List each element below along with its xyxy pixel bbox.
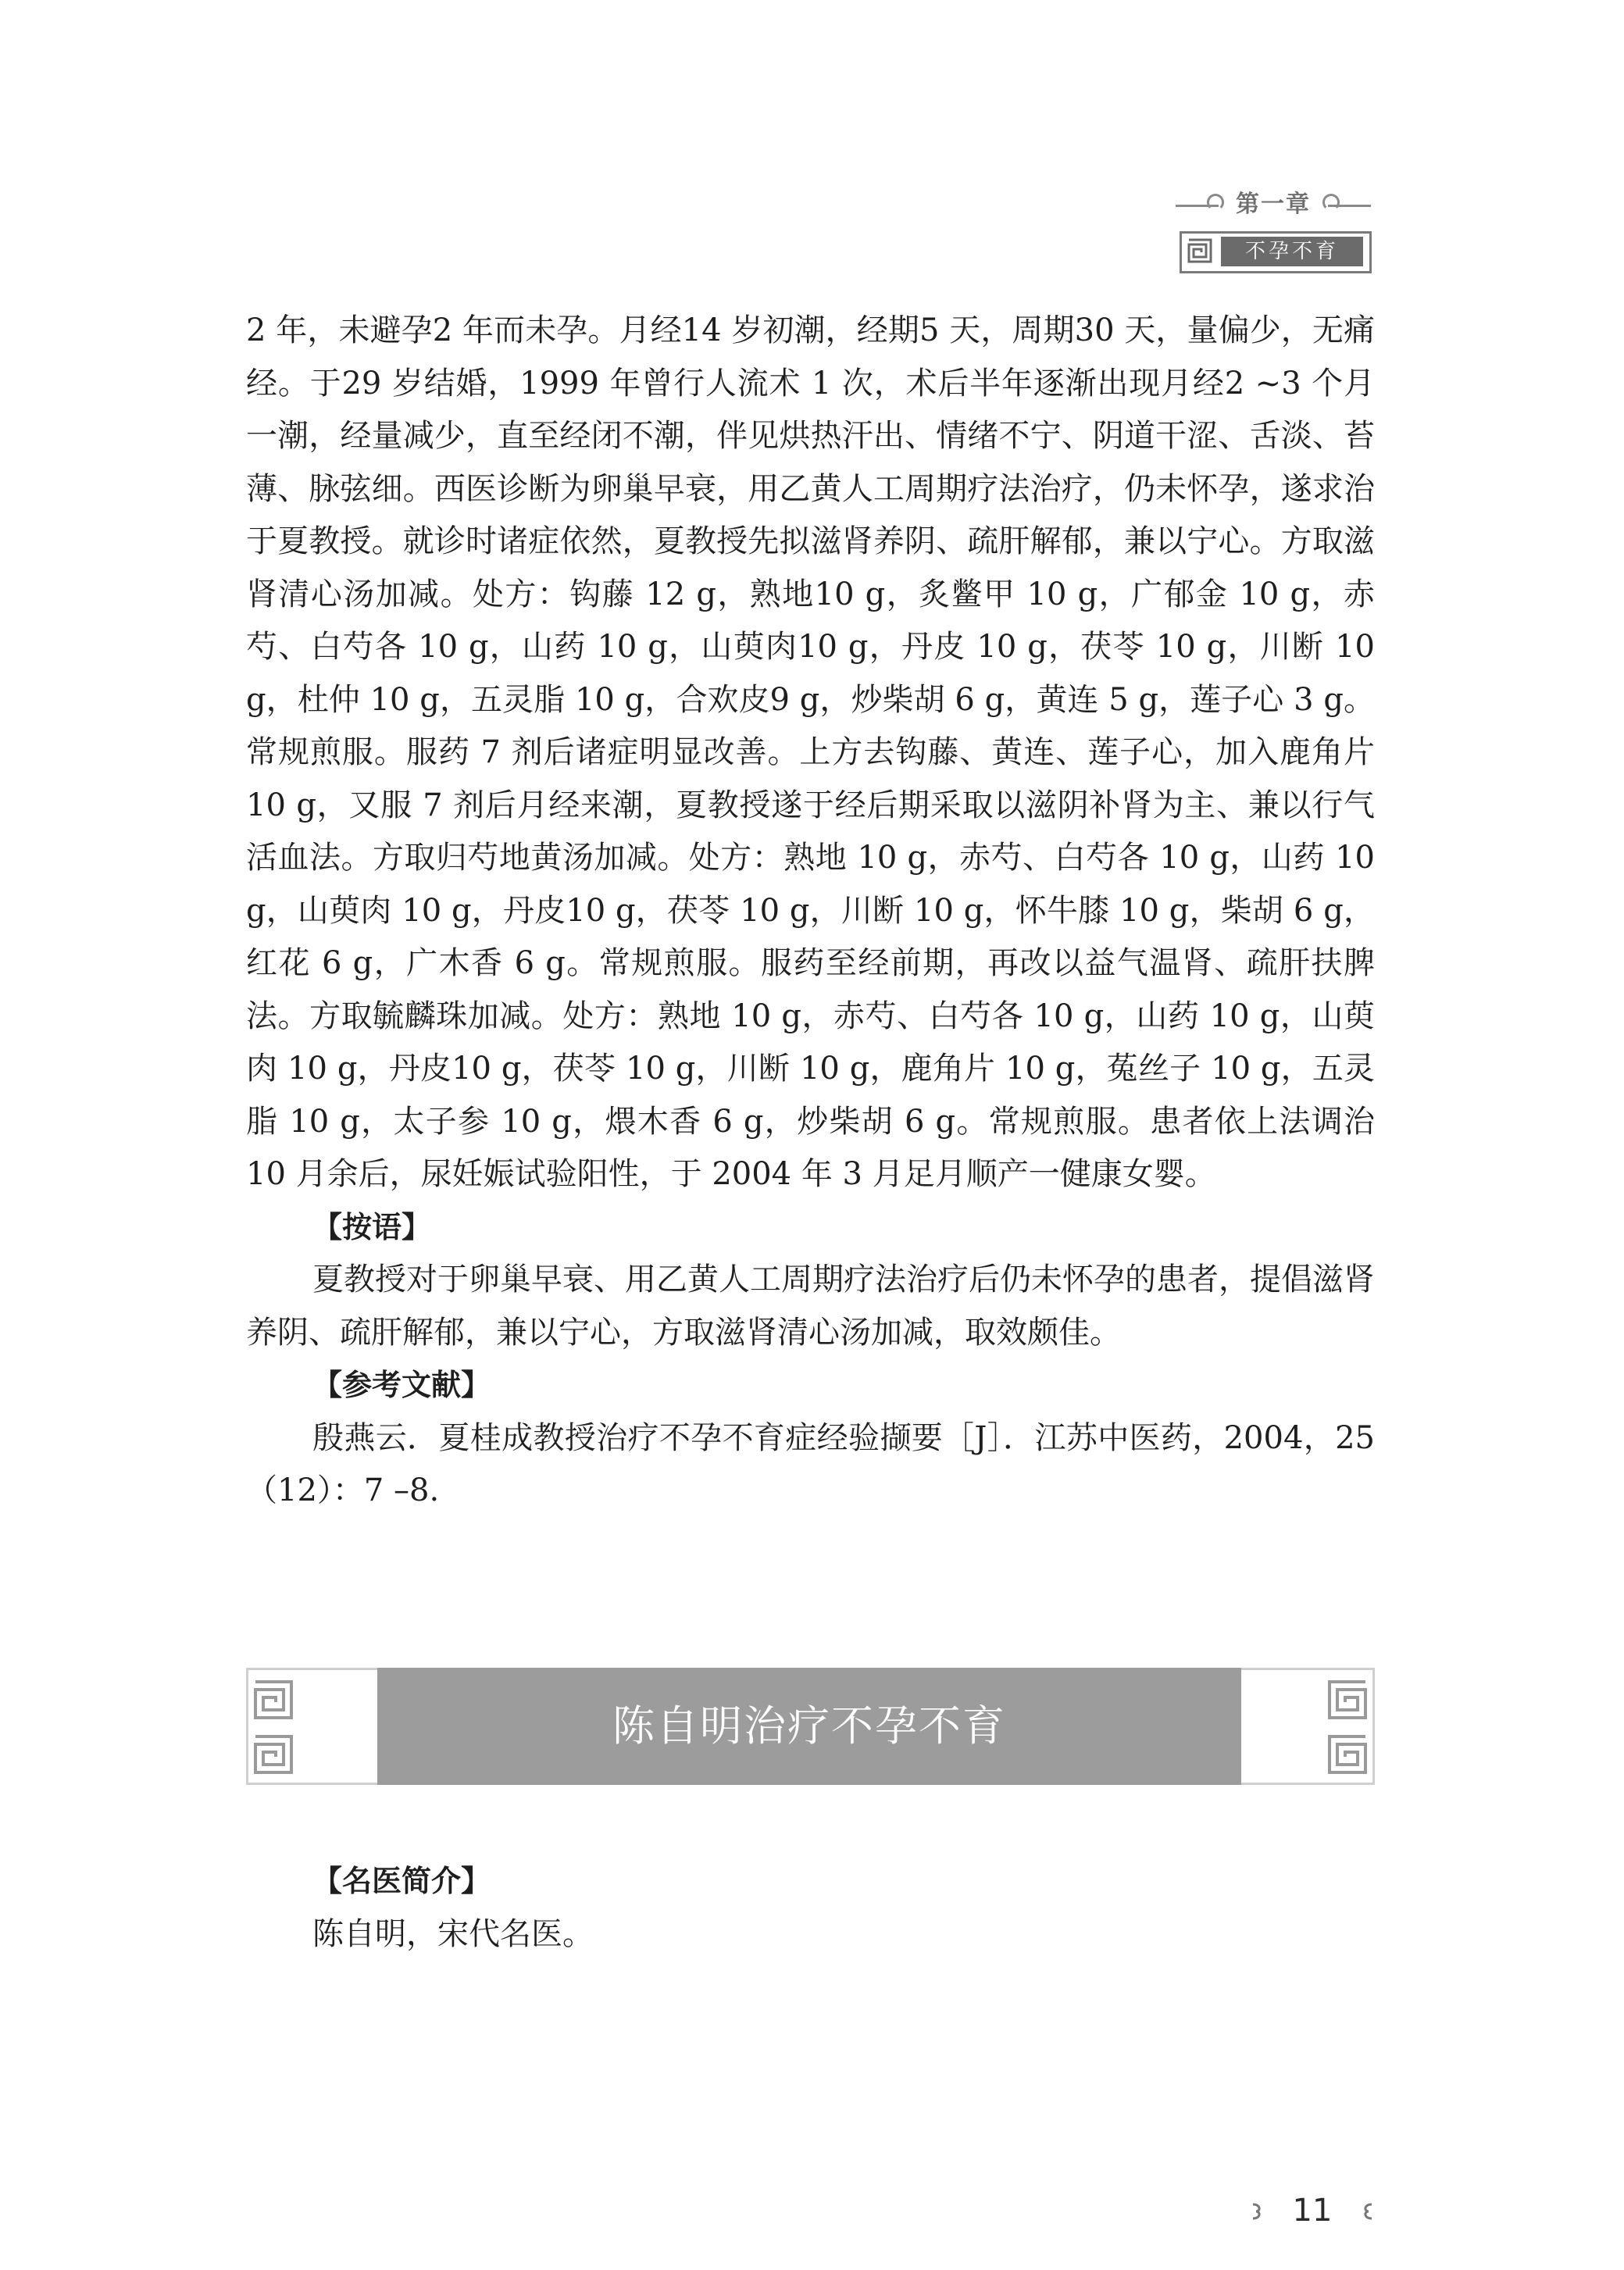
- references-heading: 【参考文献】: [312, 1368, 491, 1402]
- fret-pattern-icon: [1187, 237, 1213, 264]
- chapter-label-row: [1176, 186, 1371, 223]
- section-body: [246, 1855, 1375, 1961]
- section-title: 陈自明治疗不孕不育: [377, 1668, 1241, 1785]
- chapter-title: 不孕不育: [1221, 237, 1363, 266]
- scroll-ornament-icon: [1207, 194, 1224, 211]
- fret-pattern-icon: [252, 1679, 294, 1721]
- scroll-ornament-icon: [1250, 2201, 1270, 2222]
- scroll-ornament-icon: [1322, 194, 1340, 211]
- main-text: [246, 305, 1375, 1518]
- intro-heading: 【名医简介】: [312, 1864, 491, 1898]
- page-number-text: 11: [1292, 2193, 1333, 2229]
- section-banner: [246, 1668, 1375, 1785]
- ornament-line: [1328, 205, 1371, 207]
- commentary-heading: 【按语】: [312, 1209, 432, 1244]
- chapter-label: 第一章: [1236, 191, 1311, 218]
- case-paragraph: 2 年，未避孕2 年而未孕。月经14 岁初潮，经期5 天，周期30 天，量偏少，无痛经。于29 岁结婚，1999 年曾行人流术 1 次，术后半年逐渐出现月经2 ~3 个月一潮，经量减少，直至经闭不潮，伴见烘热汗出、情绪不宁、阴道干涩、舌淡、苔薄、脉弦细。西医诊断为卵巢早衰，用乙黄人工周期疗法治疗，仍未怀孕，遂求治于夏教授。就诊时诸症依然，夏教授先拟滋肾养阴、疏肝解郁，兼以宁心。方取滋肾清心汤加减。处方：钩藤 12 g，熟地10 g，炙鳖甲 10 g，广郁金 10 g，赤芍、白芍各 10 g，山药 10 g，山萸肉10 g，丹皮 10 g，茯苓 10 g，川断 10 g，杜仲 10 g，五灵脂 10 g，合欢皮9 g，炒柴胡 6 g，黄连 5 g，莲子心 3 g。常规煎服。服药 7 剂后诸症明显改善。上方去钩藤、黄连、莲子心，加入鹿角片 10 g，又服 7 剂后月经来潮，夏教授遂于经后期采取以滋阴补肾为主、兼以行气活血法。方取归芍地黄汤加减。处方：熟地 10 g，赤芍、白芍各 10 g，山药 10 g，山萸肉 10 g，丹皮10 g，茯苓 10 g，川断 10 g，怀牛膝 10 g，柴胡 6 g，红花 6 g，广木香 6 g。常规煎服。服药至经前期，再改以益气温肾、疏肝扶脾法。方取毓麟珠加减。处方：熟地 10 g，赤芍、白芍各 10 g，山药 10 g，山萸肉 10 g，丹皮10 g，茯苓 10 g，川断 10 g，鹿角片 10 g，菟丝子 10 g，五灵脂 10 g，太子参 10 g，煨木香 6 g，炒柴胡 6 g。常规煎服。患者依上法调治 10 月余后，尿妊娠试验阳性，于 2004 年 3 月足月顺产一健康女婴。: [246, 312, 1375, 1192]
- page-number: [1250, 2187, 1375, 2234]
- commentary-text: 夏教授对于卵巢早衰、用乙黄人工周期疗法治疗后仍未怀孕的患者，提倡滋肾养阴、疏肝解郁，兼以宁心，方取滋肾清心汤加减，取效颇佳。: [246, 1262, 1375, 1351]
- fret-pattern-icon: [252, 1733, 294, 1776]
- scroll-ornament-icon: [1355, 2201, 1375, 2222]
- reference-entry: 殷燕云．夏桂成教授治疗不孕不育症经验撷要［J］．江苏中医药，2004，25（12）：7 –8.: [246, 1419, 1375, 1508]
- intro-text: 陈自明，宋代名医。: [312, 1915, 594, 1952]
- fret-pattern-icon: [1326, 1733, 1369, 1776]
- fret-pattern-icon: [1326, 1679, 1369, 1721]
- running-header: [1176, 186, 1371, 272]
- chapter-title-box: [1180, 231, 1372, 273]
